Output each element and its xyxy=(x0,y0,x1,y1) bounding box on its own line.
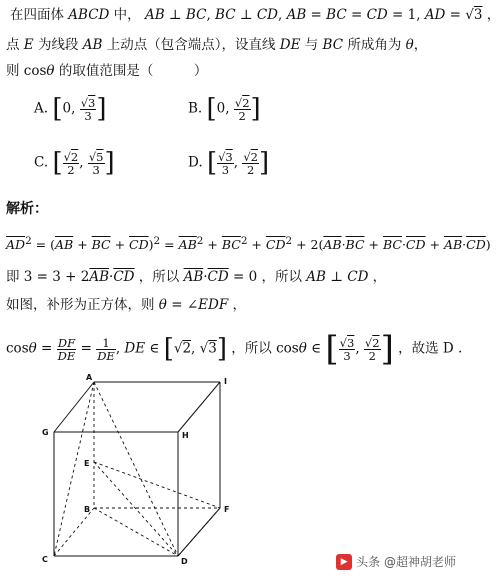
label-c: C xyxy=(42,555,48,564)
option-c: C. [ $\frac{√2}{2}$ , $\frac{√5}{3}$ ] xyxy=(34,148,115,178)
option-d: D. [ $\frac{√3}{3}$ , $\frac{√2}{2}$ ] xyxy=(188,148,270,178)
toutiao-logo-icon: ▶ xyxy=(336,554,352,570)
option-d-key: D. xyxy=(188,154,203,171)
analysis-eq-1: $\overline{AD}^2 = (\overline{AB} + \overline{BC} + \overline{CD})^2 = \overline{AB}^2 + \overline{BC}^2 + \overline{CD}^2 + 2(\overline{AB}\cdot\overline{BC} + \overline{BC}\cdot\overline{CD} + \overline{AB}\cdot\overline{CD})$ xyxy=(6,235,491,253)
label-h: H xyxy=(182,431,189,440)
label-d: D xyxy=(181,557,188,566)
label-g: G xyxy=(42,428,49,437)
question-line-2: 点 E 为线段 AB 上动点（包含端点），设直线 DE 与 BC 所成角为 θ， xyxy=(6,37,428,53)
cube-figure xyxy=(28,370,288,570)
analysis-eq-4: cosθ = $\frac{DF}{DE}$ = $\frac{1}{DE}$ , DE ∈ [√2, √3] ，所以 cosθ ∈ [ $\frac{√3}{3}$ , $\frac{√2}{2}$ ] ，故选 D . xyxy=(6,329,463,369)
option-b-key: B. xyxy=(188,100,203,117)
label-f: F xyxy=(224,505,230,514)
watermark-text: 头条 @超神胡老师 xyxy=(356,555,456,569)
label-i: I xyxy=(224,377,227,386)
option-b: B. [0, $\frac{√2}{2}$ ] xyxy=(188,94,261,124)
label-a: A xyxy=(86,373,93,382)
analysis-eq-3: 如图，补形为正方体，则 θ = ∠EDF ， xyxy=(6,297,246,313)
watermark xyxy=(336,553,456,570)
question-line-3: 则 cosθ 的取值范围是（ ） xyxy=(6,63,208,79)
label-b: B xyxy=(84,505,91,514)
question-line-1: 在四面体 ABCD 中， AB ⊥ BC, BC ⊥ CD, AB = BC = CD = 1, AD = √3 ， xyxy=(10,7,500,23)
label-e: E xyxy=(84,459,90,468)
option-a-key: A. xyxy=(34,100,49,117)
option-a: A. [0, $\frac{√3}{3}$ ] xyxy=(34,94,107,124)
option-c-key: C. xyxy=(34,154,49,171)
analysis-eq-2: 即 $3 = 3 + 2\overline{AB}\cdot\overline{CD}$ ，所以 $\overline{AB}\cdot\overline{CD} = 0$ ，所以 AB ⊥ CD ， xyxy=(6,269,387,285)
analysis-title: 解析： xyxy=(6,201,48,217)
